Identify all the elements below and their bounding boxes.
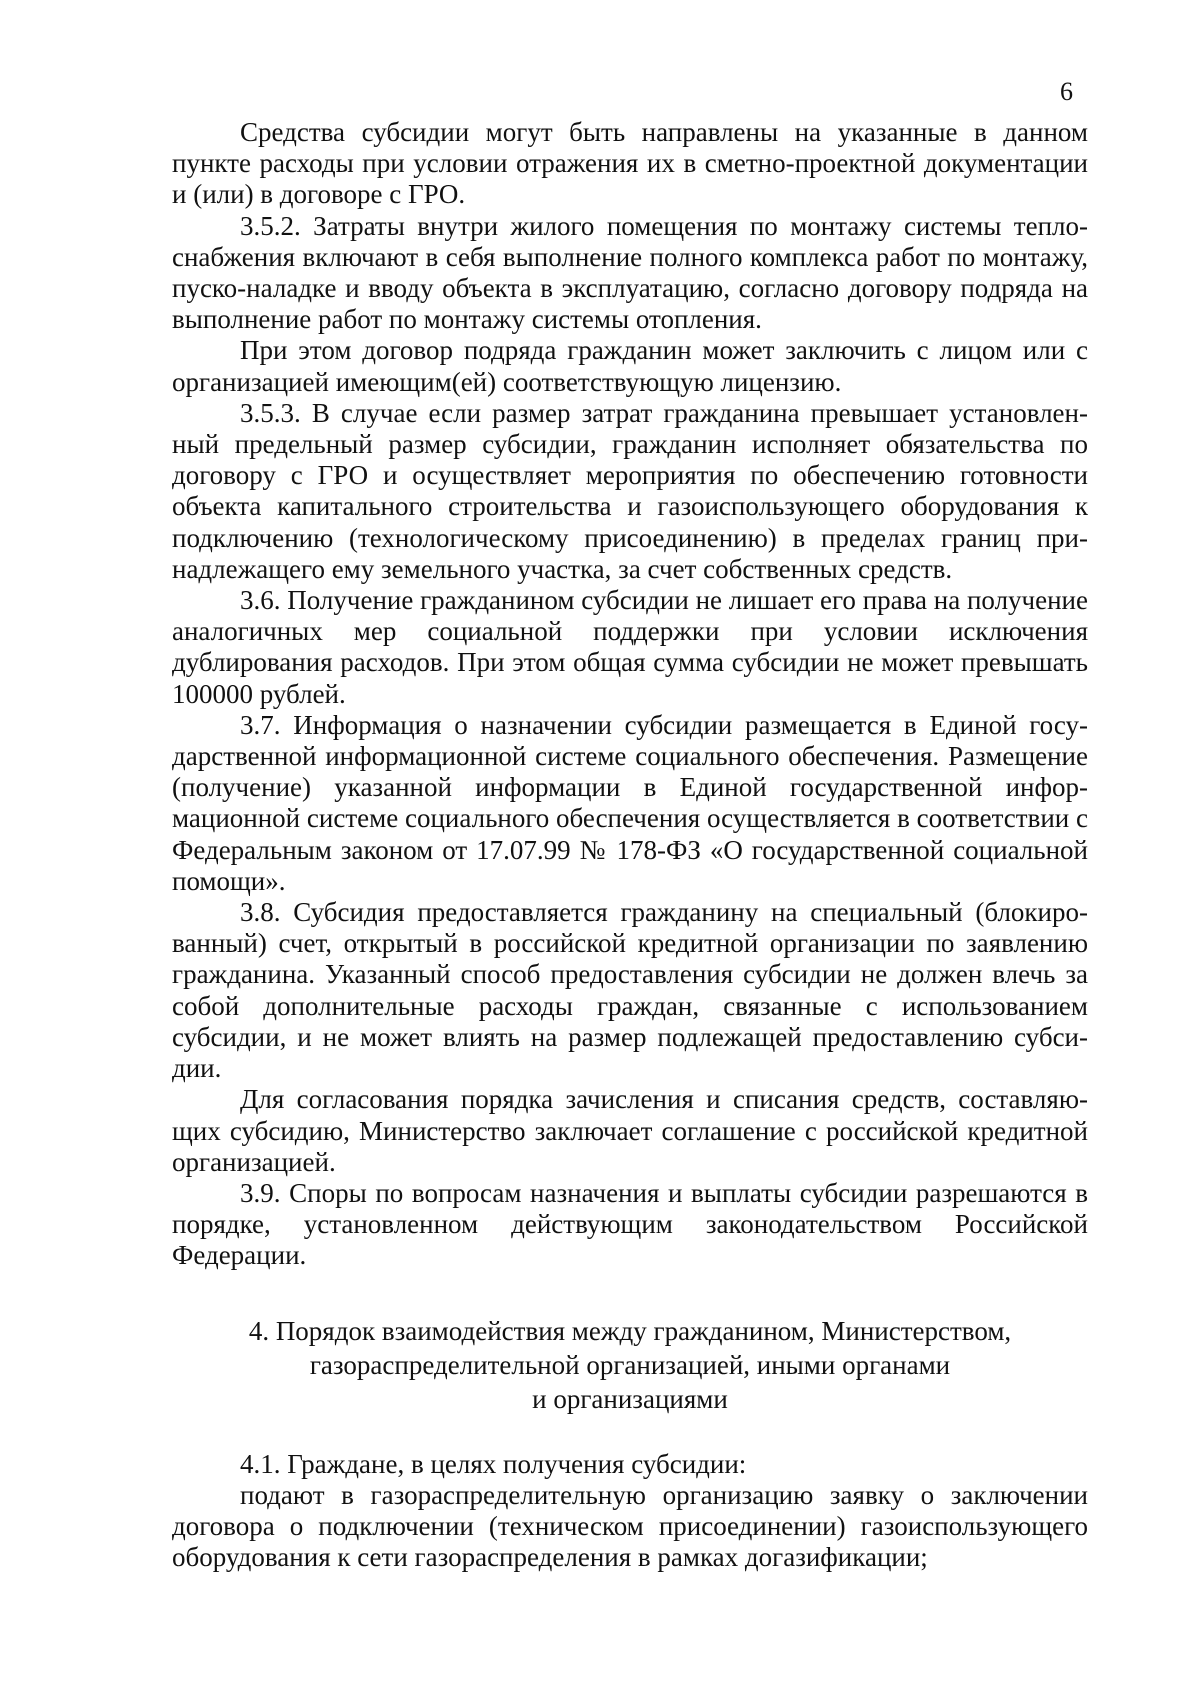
paragraph-3-9: 3.9. Споры по вопросам назначения и выплаты субсидии разрешаются в порядке, установленном действующим законодательством Российской Федерации. xyxy=(172,1177,1088,1271)
paragraph-3-5-2: 3.5.2. Затраты внутри жилого помещения по монтажу системы теплоснабжения включают в себя выполнение полного комплекса работ по монтажу, пуско-наладке и вводу объекта в эксплуатацию, согласно договору подряда на выполнение работ по монтажу системы отопления. xyxy=(172,210,1088,335)
page-number: 6 xyxy=(1060,77,1073,106)
paragraph-3-8: 3.8. Субсидия предоставляется гражданину на специальный (блокированный) счет, открытый в российской кредитной организации по заявлению гражданина. Указанный способ предоставления субсидии не должен влечь за собой дополнительные расходы граждан, связанные с использованием субсидии, и не может влиять на размер подлежащей предоставлению субсидии. xyxy=(172,897,1088,1084)
paragraph-3-6: 3.6. Получение гражданином субсидии не лишает его права на получение аналогичных мер социальной поддержки при условии исключения дублирования расходов. При этом общая сумма субсидии не может превышать 100000 рублей. xyxy=(172,585,1088,709)
section-heading-line-2: газораспределительной организацией, иными органами xyxy=(309,1349,951,1380)
paragraph-gas-application: подают в газораспределительную организацию заявку о заключении договора о подключении (техническом присоединении) газоиспользующего оборудования к сети газораспределения в рамках догазификации; xyxy=(172,1479,1088,1573)
paragraph-agreement: Для согласования порядка зачисления и списания средств, составляющих субсидию, Министерство заключает соглашение с российской кредитной организацией. xyxy=(172,1084,1088,1177)
section-heading-line-3: и организациями xyxy=(532,1383,728,1414)
paragraph-3-7: 3.7. Информация о назначении субсидии размещается в Единой государственной информационной системе социального обеспечения. Размещение (получение) указанной информации в Единой государственной информационной системе социального обеспечения осуществляется в соответствии с Федеральным законом от 17.07.99 № 178-ФЗ «О государственной социальной помощи». xyxy=(172,709,1088,896)
section-heading-line-1: 4. Порядок взаимодействия между гражданином, Министерством, xyxy=(248,1315,1012,1346)
document-body xyxy=(172,117,1088,1573)
paragraph-subsidy-funds: Средства субсидии могут быть направлены на указанные в данном пункте расходы при условии отражения их в сметно-проектной документации и (или) в договоре с ГРО. xyxy=(172,117,1088,210)
paragraph-3-5-3: 3.5.3. В случае если размер затрат гражданина превышает установленный предельный размер субсидии, гражданин исполняет обязательства по договору с ГРО и осуществляет мероприятия по обеспечению готовности объекта капитального строительства и газоиспользующего оборудования к подключению (технологическому присоединению) в пределах границ принадлежащего ему земельного участка, за счет собственных средств. xyxy=(172,397,1088,584)
section-4-heading xyxy=(172,1314,1088,1416)
paragraph-contract-license: При этом договор подряда гражданин может заключить с лицом или с организацией имеющим(ей) соответствующую лицензию. xyxy=(172,335,1088,397)
paragraph-4-1: 4.1. Граждане, в целях получения субсидии: xyxy=(240,1448,747,1479)
